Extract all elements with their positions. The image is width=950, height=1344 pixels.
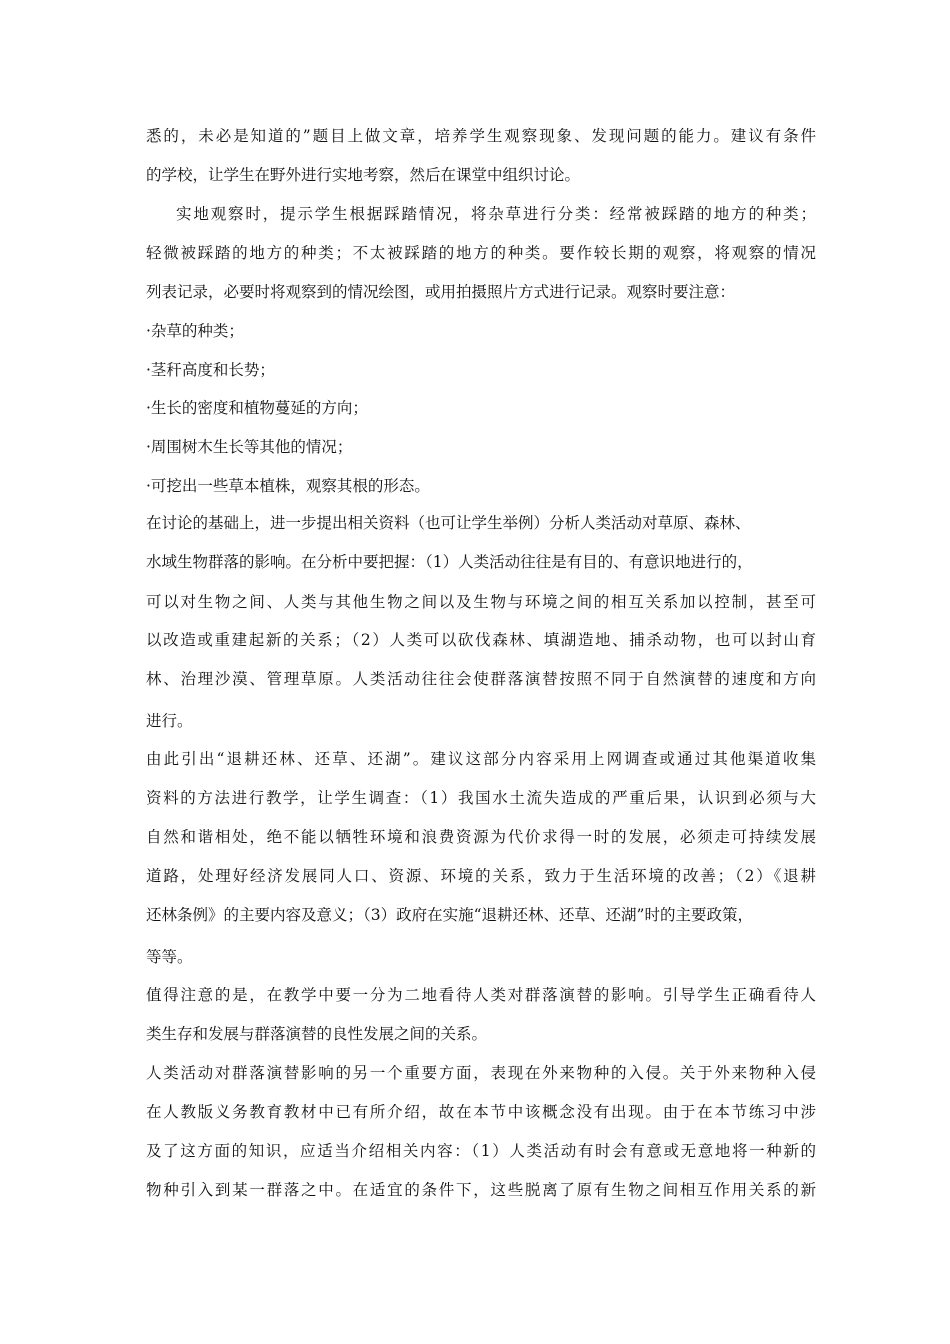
bullet-item: ·茎秆高度和长势； xyxy=(146,361,275,379)
bullet-item: ·可挖出一些草本植株，观察其根的形态。 xyxy=(146,477,430,495)
text-line: 资料的方法进行教学，让学生调查：（1）我国水土流失造成的严重后果，认识到必须与大 xyxy=(146,789,816,807)
text-line: 实地观察时，提示学生根据踩踏情况，将杂草进行分类：经常被踩踏的地方的种类； xyxy=(176,205,816,223)
text-line: 可以对生物之间、人类与其他生物之间以及生物与环境之间的相互关系加以控制，甚至可 xyxy=(146,593,816,611)
text-line: 进行。 xyxy=(146,712,193,730)
text-line: 在讨论的基础上，进一步提出相关资料（也可让学生举例）分析人类活动对草原、森林、 xyxy=(146,514,751,532)
text-line: 列表记录，必要时将观察到的情况绘图，或用拍摄照片方式进行记录。观察时要注意： xyxy=(146,283,736,301)
text-line: 的学校，让学生在野外进行实地考察，然后在课堂中组织讨论。 xyxy=(146,166,581,184)
text-line: 道路，处理好经济发展同人口、资源、环境的关系，致力于生活环境的改善；（2）《退耕 xyxy=(146,867,816,885)
text-line: 水域生物群落的影响。在分析中要把握：（1）人类活动往往是有目的、有意识地进行的， xyxy=(146,553,753,571)
bullet-item: ·生长的密度和植物蔓延的方向； xyxy=(146,399,368,417)
text-line: 还林条例》的主要内容及意义；（3）政府在实施“退耕还林、还草、还湖”时的主要政策， xyxy=(146,906,753,924)
text-line: 及了这方面的知识，应适当介绍相关内容：（1）人类活动有时会有意或无意地将一种新的 xyxy=(146,1142,816,1160)
text-line: 轻微被踩踏的地方的种类；不太被踩踏的地方的种类。要作较长期的观察，将观察的情况 xyxy=(146,244,816,262)
text-line: 值得注意的是，在教学中要一分为二地看待人类对群落演替的影响。引导学生正确看待人 xyxy=(146,986,816,1004)
bullet-item: ·杂草的种类； xyxy=(146,322,244,340)
bullet-item: ·周围树木生长等其他的情况； xyxy=(146,438,353,456)
text-line: 人类活动对群落演替影响的另一个重要方面，表现在外来物种的入侵。关于外来物种入侵 xyxy=(146,1064,816,1082)
text-line: 类生存和发展与群落演替的良性发展之间的关系。 xyxy=(146,1025,488,1043)
text-line: 等等。 xyxy=(146,948,193,966)
text-line: 在人教版义务教育教材中已有所介绍，故在本节中该概念没有出现。由于在本节练习中涉 xyxy=(146,1103,816,1121)
text-line: 自然和谐相处，绝不能以牺牲环境和浪费资源为代价求得一时的发展，必须走可持续发展 xyxy=(146,828,816,846)
text-line: 林、治理沙漠、管理草原。人类活动往往会使群落演替按照不同于自然演替的速度和方向 xyxy=(146,670,816,688)
text-line: 悉的，未必是知道的”题目上做文章，培养学生观察现象、发现问题的能力。建议有条件 xyxy=(146,127,816,145)
text-line: 由此引出“退耕还林、还草、还湖”。建议这部分内容采用上网调查或通过其他渠道收集 xyxy=(146,750,816,768)
text-line: 物种引入到某一群落之中。在适宜的条件下，这些脱离了原有生物之间相互作用关系的新 xyxy=(146,1181,816,1199)
text-line: 以改造或重建起新的关系；（2）人类可以砍伐森林、填湖造地、捕杀动物，也可以封山育 xyxy=(146,631,816,649)
